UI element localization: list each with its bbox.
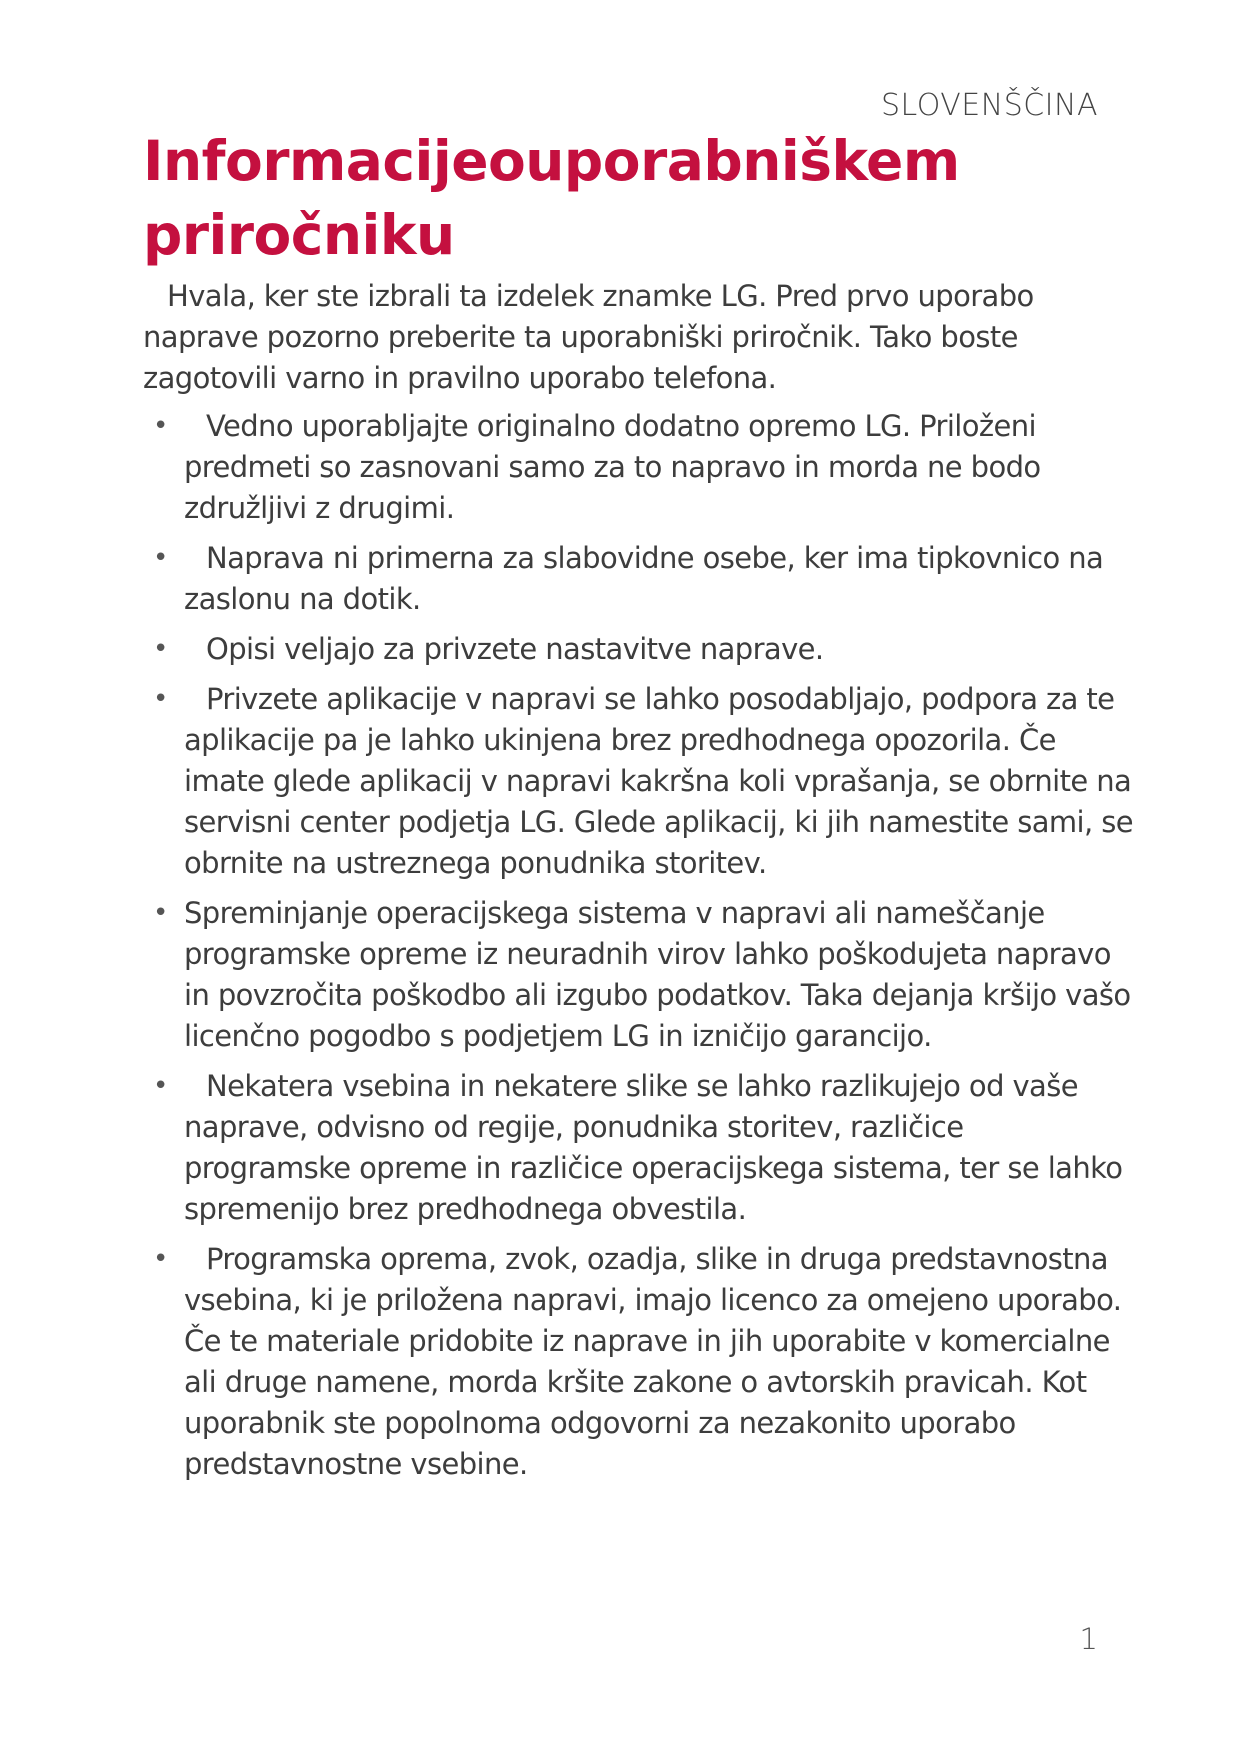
page-title-line-2: priročniku [143, 203, 455, 267]
list-item [143, 1066, 1133, 1230]
list-item [143, 538, 1133, 620]
list-item-text: Privzete aplikacije v napravi se lahko posodabljajo, podpora za te aplikacije pa je lahko ukinjena brez predhodnega opozorila. Če imate glede aplikacij v napravi kakršna koli vprašanja, se obrnite na servisni center podjetja LG. Glede aplikacij, ki jih namestite sami, se obrnite na ustreznega ponudnika storitev. [184, 682, 1133, 880]
list-item [143, 1239, 1133, 1485]
bullet-icon: • [153, 1071, 168, 1101]
page-number: 1 [1079, 1622, 1098, 1656]
bullet-icon: • [153, 1244, 168, 1274]
list-item-text: Spreminjanje operacijskega sistema v napravi ali nameščanje programske opreme iz neuradnih virov lahko poškodujeta napravo in povzročita poškodbo ali izgubo podatkov. Taka dejanja kršijo vašo licenčno pogodbo s podjetjem LG in izničijo garancijo. [184, 896, 1131, 1053]
intro-paragraph: Hvala, ker ste izbrali ta izdelek znamke LG. Pred prvo uporabo naprave pozorno preberite ta uporabniški priročnik. Tako boste zagotovili varno in pravilno uporabo telefona. [143, 279, 1034, 395]
page-title [143, 124, 1043, 272]
bullet-icon: • [153, 543, 168, 573]
bullet-icon: • [153, 684, 168, 714]
list-item [143, 629, 1133, 670]
list-item-text: Programska oprema, zvok, ozadja, slike in druga predstavnostna vsebina, ki je priložena napravi, imajo licenco za omejeno uporabo. Če te materiale pridobite iz naprave in jih uporabite v komercialne ali druge namene, morda kršite zakone o avtorskih pravicah. Kot uporabnik ste popolnoma odgovorni za nezakonito uporabo predstavnostne vsebine. [184, 1242, 1122, 1481]
bullet-icon: • [153, 634, 168, 664]
page-title-line-1: Informacijeouporabniškem [143, 129, 960, 193]
list-item [143, 679, 1133, 884]
bullet-icon: • [153, 898, 168, 928]
language-label: SLOVENŠČINA [881, 88, 1098, 123]
bullet-icon: • [153, 411, 168, 441]
list-item [143, 406, 1133, 529]
list-item-text: Vedno uporabljajte originalno dodatno opremo LG. Priloženi predmeti so zasnovani samo za to napravo in morda ne bodo združljivi z drugimi. [184, 409, 1041, 525]
list-item [143, 893, 1133, 1057]
list-item-text: Naprava ni primerna za slabovidne osebe, ker ima tipkovnico na zaslonu na dotik. [184, 541, 1104, 616]
list-item-text: Opisi veljajo za privzete nastavitve naprave. [206, 632, 824, 666]
notice-list [143, 406, 1133, 1494]
list-item-text: Nekatera vsebina in nekatere slike se lahko razlikujejo od vaše naprave, odvisno od regije, ponudnika storitev, različice programske opreme in različice operacijskega sistema, ter se lahko spremenijo brez predhodnega obvestila. [184, 1069, 1123, 1226]
